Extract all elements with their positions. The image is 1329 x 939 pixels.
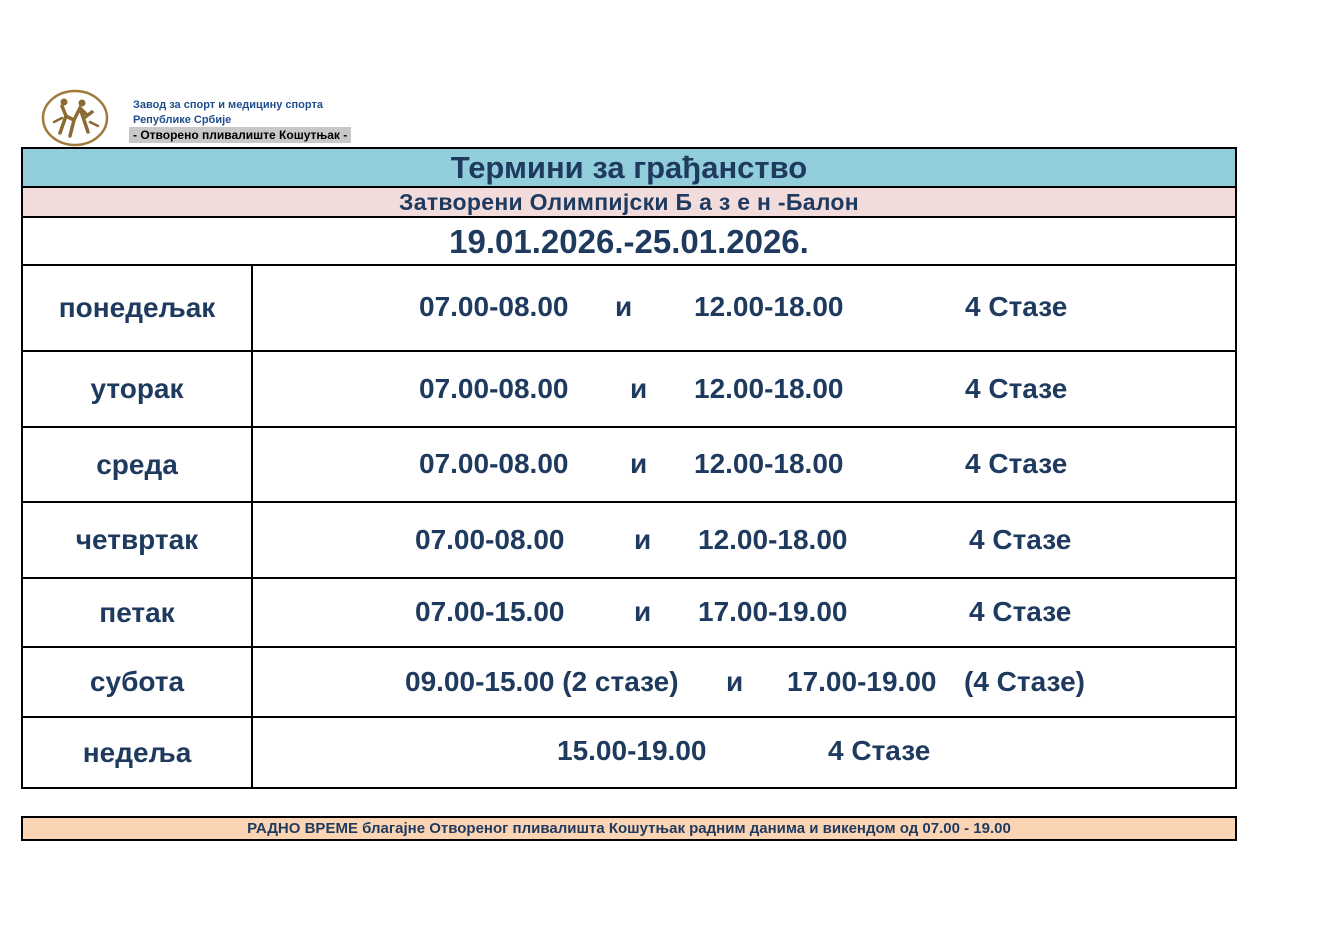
time-slot-1: 07.00-15.00 — [415, 596, 565, 627]
and-label: и — [615, 291, 633, 322]
time-slot-1: 15.00-19.00 — [557, 735, 707, 766]
time-slot-1: 07.00-08.00 — [419, 373, 569, 404]
day-name: уторак — [23, 352, 253, 426]
time-slot-2: 12.00-18.00 — [694, 373, 844, 404]
day-row-saturday — [23, 648, 1235, 718]
time-slots — [253, 579, 1235, 646]
lanes-label: (4 Стазе) — [964, 666, 1085, 697]
time-slot-1: 07.00-08.00 — [419, 448, 569, 479]
cashier-hours-note: РАДНО ВРЕМЕ благајне Отвореног пливалишта Кошутњак радним данима и викендом од 07.00 - 19.00 — [21, 816, 1237, 841]
day-name: понедељак — [23, 266, 253, 350]
lanes-label: 4 Стазе — [965, 373, 1068, 404]
time-slots — [253, 266, 1235, 350]
day-row-monday — [23, 266, 1235, 352]
and-label: и — [726, 666, 744, 697]
time-slot-2: 12.00-18.00 — [694, 448, 844, 479]
time-slot-2: 17.00-19.00 — [787, 666, 937, 697]
time-slots — [253, 428, 1235, 501]
date-range: 19.01.2026.-25.01.2026. — [23, 218, 1235, 266]
day-name: петак — [23, 579, 253, 646]
organization-name — [133, 98, 323, 128]
day-name: четвртак — [23, 503, 253, 577]
schedule-subtitle: Затворени Олимпијски Б а з е н -Балон — [23, 188, 1235, 218]
time-slots — [253, 503, 1235, 577]
day-row-sunday — [23, 718, 1235, 787]
time-slots — [253, 718, 1235, 787]
time-slot-1: 07.00-08.00 — [415, 524, 565, 555]
day-name: субота — [23, 648, 253, 716]
time-slot-1: 09.00-15.00 (2 стазе) — [405, 666, 679, 697]
institute-logo — [40, 88, 110, 148]
org-line-2: Републике Србије — [133, 114, 232, 126]
lanes-label: 4 Стазе — [828, 735, 931, 766]
lanes-label: 4 Стазе — [965, 448, 1068, 479]
day-row-wednesday — [23, 428, 1235, 503]
facility-label: - Отворено пливалиште Кошутњак - — [129, 127, 351, 143]
schedule-table — [21, 147, 1237, 789]
schedule-title: Термини за грађанство — [23, 149, 1235, 188]
day-name: среда — [23, 428, 253, 501]
time-slot-2: 12.00-18.00 — [698, 524, 848, 555]
and-label: и — [630, 448, 648, 479]
time-slot-2: 12.00-18.00 — [694, 291, 844, 322]
time-slots — [253, 352, 1235, 426]
and-label: и — [630, 373, 648, 404]
lanes-label: 4 Стазе — [969, 524, 1072, 555]
day-name: недеља — [23, 718, 253, 787]
day-row-friday — [23, 579, 1235, 648]
time-slot-1: 07.00-08.00 — [419, 291, 569, 322]
lanes-label: 4 Стазе — [969, 596, 1072, 627]
lanes-label: 4 Стазе — [965, 291, 1068, 322]
and-label: и — [634, 524, 652, 555]
org-line-1: Завод за спорт и медицину спорта — [133, 99, 323, 111]
day-row-thursday — [23, 503, 1235, 579]
day-row-tuesday — [23, 352, 1235, 428]
time-slot-2: 17.00-19.00 — [698, 596, 848, 627]
and-label: и — [634, 596, 652, 627]
time-slots — [253, 648, 1235, 716]
